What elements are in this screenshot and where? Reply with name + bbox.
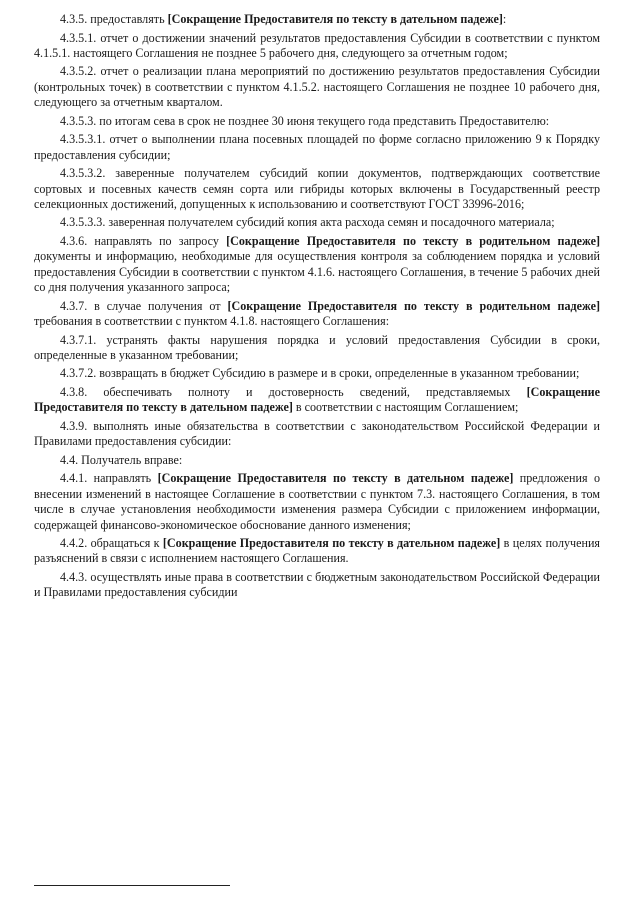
paragraph-4-3-7-1 <box>34 333 600 364</box>
body-text: 4.3.9. выполнять иные обязательства в соответствии с законодательством Российской Федерации и Правилами предоставления субсидии: <box>34 418 600 449</box>
body-text: 4.3.6. направлять по запросу <box>60 233 227 248</box>
paragraph-4-4-1 <box>34 471 600 533</box>
placeholder-text: [Сокращение Предоставителя по тексту в дательном падеже] <box>162 536 501 550</box>
body-text: предложения о внесении изменений в настоящее Соглашение в соответствии с пунктом 7.3. настоящего Соглашения, в том числе в случае установления необходимости изменения размера Субсидии с приложением информации, содержащей финансово-экономическое обоснование данного изменения; <box>34 471 600 532</box>
body-text: 4.4. Получатель вправе: <box>60 452 183 467</box>
placeholder-text: [Сокращение Предоставителя по тексту в родительном падеже] <box>226 233 600 248</box>
body-text: 4.3.7.1. устранять факты нарушения порядка и условий предоставления Субсидии в сроки, определенные в указанном требовании; <box>34 332 600 362</box>
paragraph-4-3-6 <box>34 234 600 296</box>
body-text: в соответствии с настоящим Соглашением; <box>292 400 519 415</box>
body-text: 4.3.7.2. возвращать в бюджет Субсидию в размере и в сроки, определенные в указанном требовании; <box>60 366 580 381</box>
body-text: 4.3.5.1. отчет о достижении значений результатов предоставления Субсидии в соответствии с пунктом 4.1.5.1. настоящего Соглашения не позднее 5 рабочего дня, следующего за отчетным годом; <box>34 30 600 60</box>
body-text: 4.3.5.3. по итогам сева в срок не позднее 30 июня текущего года представить Предоставителю: <box>60 113 550 128</box>
body-text: 4.4.2. обращаться к <box>60 536 163 550</box>
body-text: 4.3.5.3.2. заверенные получателем субсидий копии документов, подтверждающих соответствие сортовых и посевных качеств семян сорта или гибриды которых включены в Государственный реестр селекционных достижений, допущенных к использованию и соответствуют ГОСТ 33996-2016; <box>34 166 600 211</box>
paragraph-4-3-5-3-2 <box>34 166 600 212</box>
body-text: 4.3.5.3.3. заверенная получателем субсидий копия акта расхода семян и посадочного материала; <box>60 215 555 230</box>
placeholder-text: [Сокращение Предоставителя по тексту в дательном падеже] <box>34 384 600 415</box>
paragraph-4-3-8 <box>34 385 600 416</box>
paragraph-4-3-5-3 <box>34 114 600 129</box>
body-text: 4.3.7. в случае получения от <box>60 298 228 313</box>
placeholder-text: [Сокращение Предоставителя по тексту в дательном падеже] <box>167 12 503 26</box>
paragraph-4-3-5-1 <box>34 31 600 62</box>
body-text: : <box>502 12 507 26</box>
body-text: требования в соответствии с пунктом 4.1.8. настоящего Соглашения: <box>34 314 390 329</box>
body-text: 4.4.3. осуществлять иные права в соответствии с бюджетным законодательством Российской Федерации и Правилами предоставления субсидии <box>34 569 600 600</box>
body-text: 4.4.1. направлять <box>60 471 158 486</box>
paragraph-4-3-9 <box>34 419 600 450</box>
paragraph-4-3-7-2 <box>34 366 600 381</box>
paragraph-4-4-3 <box>34 570 600 601</box>
paragraph-4-3-5 <box>34 12 600 27</box>
paragraph-4-3-5-3-1 <box>34 132 600 163</box>
document-page <box>34 12 600 604</box>
paragraph-4-3-7 <box>34 299 600 330</box>
paragraph-4-3-5-2 <box>34 64 600 110</box>
body-text: 4.3.5.3.1. отчет о выполнении плана посевных площадей по форме согласно приложению 9 к Порядку предоставления субсидии; <box>34 132 600 162</box>
paragraph-4-4-2 <box>34 536 600 567</box>
placeholder-text: [Сокращение Предоставителя по тексту в родительном падеже] <box>227 298 600 313</box>
body-text: 4.3.8. обеспечивать полноту и достоверность сведений, представляемых <box>60 384 527 399</box>
body-text: 4.3.5.2. отчет о реализации плана мероприятий по достижению результатов предоставления Субсидии (контрольных точек) в соответствии с пунктом 4.1.5.2. настоящего Соглашения не позднее 10 рабочего дня, следующего за отчетным кварталом. <box>34 64 600 110</box>
placeholder-text: [Сокращение Предоставителя по тексту в дательном падеже] <box>157 471 514 486</box>
paragraph-4-3-5-3-3 <box>34 215 600 230</box>
body-text: в целях получения разъяснений в связи с исполнением настоящего Соглашения. <box>34 536 600 566</box>
body-text: документы и информацию, необходимые для осуществления контроля за соблюдением порядка и условий предоставления Субсидии в соответствии с пунктом 4.1.6. настоящего Соглашения, в течение 5 рабочих дней со дня получения указанного запроса; <box>34 249 600 295</box>
paragraph-4-4 <box>34 453 600 468</box>
footnote-separator <box>34 885 230 886</box>
body-text: 4.3.5. предоставлять <box>60 12 168 26</box>
